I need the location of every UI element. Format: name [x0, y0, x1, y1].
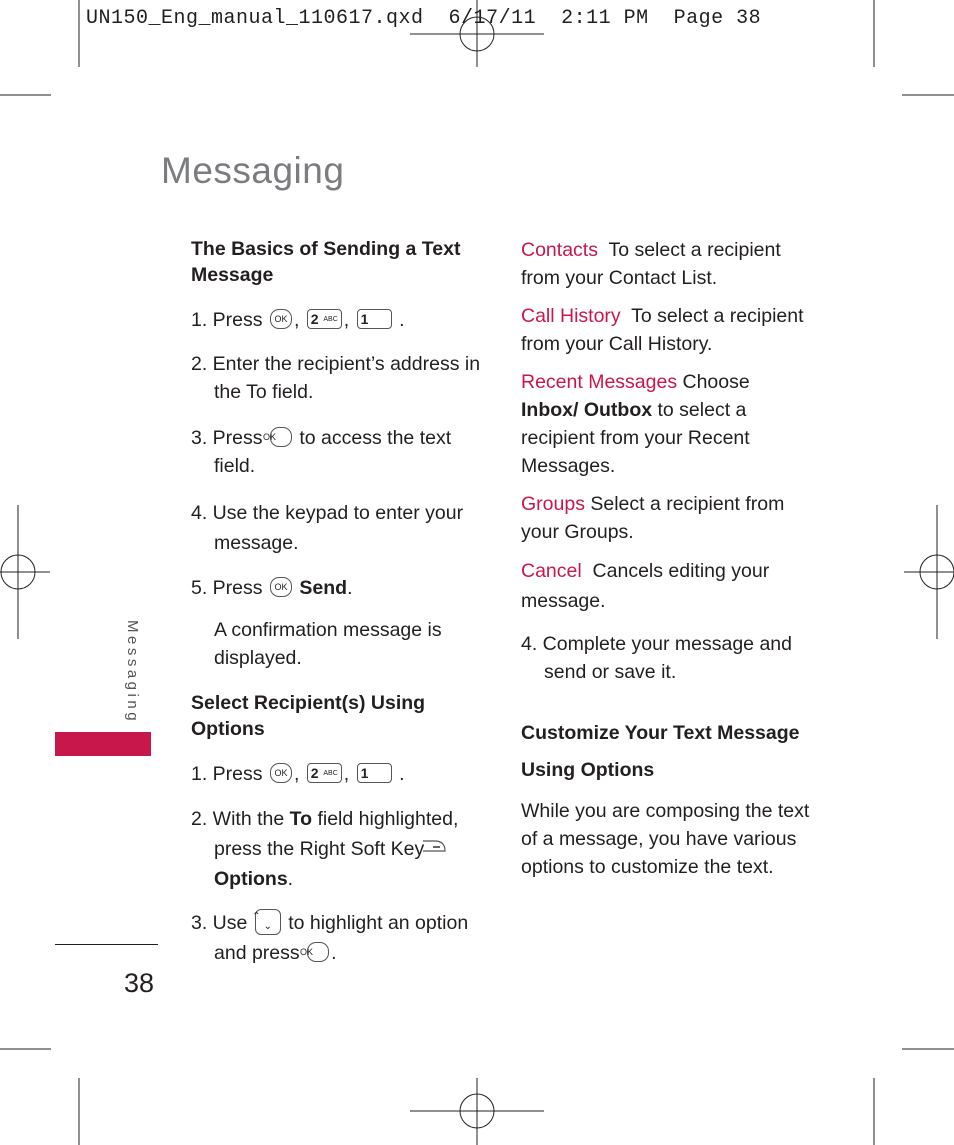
option-contacts: Contacts To select a recipient from your Contact List. — [521, 239, 781, 289]
print-slug: UN150_Eng_manual_110617.qxd 6/17/11 2:11 PM Page 38 — [86, 7, 762, 30]
step-3: 3. Press OK to access the text field. — [191, 427, 452, 477]
section-heading-customize-sub: Using Options — [521, 759, 655, 781]
option-call-history: Call History To select a recipient from your Call History. — [521, 305, 804, 355]
options-step-3: 3. Use ⌃ ⌄ to highlight an option and press OK . — [191, 910, 469, 964]
step-5: 5. Press OK Send. — [191, 577, 353, 599]
section-heading-select-recipients: Select Recipient(s) Using Options — [191, 692, 426, 740]
right-column — [521, 236, 811, 881]
option-groups: Groups Select a recipient from your Groups. — [521, 493, 785, 543]
step-1: 1. Press OK , 2 ABC , 1 . — [191, 309, 405, 331]
side-tab-label: Messaging — [124, 620, 141, 725]
left-column — [191, 236, 481, 968]
ok-key-icon: OK — [270, 577, 292, 597]
options-step-1: 1. Press OK , 2 ABC , 1 . — [191, 763, 405, 785]
customize-body: While you are composing the text of a message, you have various options to customize the text. — [521, 800, 810, 878]
step-4-complete: 4. Complete your message and send or save it. — [521, 633, 792, 683]
page-number-rule — [55, 944, 158, 945]
step-2: 2. Enter the recipient’s address in the To field. — [191, 353, 481, 403]
section-heading-basics: The Basics of Sending a Text Message — [191, 238, 461, 286]
option-cancel: Cancel Cancels editing your message. — [521, 560, 770, 612]
right-soft-key-icon — [432, 838, 460, 858]
step-4: 4. Use the keypad to enter your message. — [191, 502, 464, 554]
navigation-key-icon: ⌃ ⌄ — [255, 909, 281, 935]
options-step-2: 2. With the To field highlighted, press the Right Soft Key Options. — [191, 808, 459, 890]
page-title: Messaging — [161, 150, 345, 191]
key-1-icon: 1 — [357, 763, 392, 783]
ok-key-icon: OK — [270, 309, 292, 329]
option-recent-messages: Recent Messages Choose Inbox/ Outbox to select a recipient from your Recent Messages. — [521, 371, 750, 477]
side-tab-marker — [55, 732, 151, 756]
key-1-icon: 1 — [357, 309, 392, 329]
key-2-icon: 2 ABC — [307, 309, 342, 329]
page-number: 38 — [124, 968, 155, 998]
section-heading-customize: Customize Your Text Message — [521, 722, 800, 744]
ok-key-icon: OK — [307, 942, 329, 962]
key-2-icon: 2 ABC — [307, 763, 342, 783]
confirmation-note: A confirmation message is displayed. — [214, 619, 442, 669]
ok-key-icon: OK — [270, 427, 292, 447]
ok-key-icon: OK — [270, 763, 292, 783]
